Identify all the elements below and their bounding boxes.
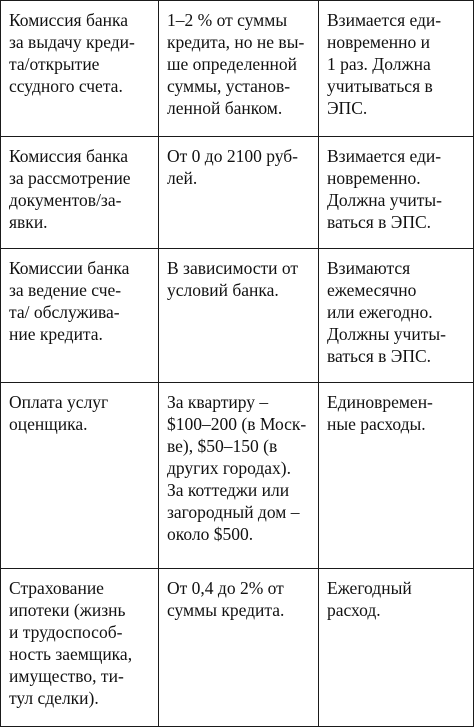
expense-amount-cell: [159, 383, 319, 569]
expense-item-text: Комиссия банка за выдачу креди- та/открытие ссудного счета.: [9, 10, 135, 96]
expense-amount-cell: [159, 1, 319, 137]
expense-amount-text: От 0 до 2100 руб- лей.: [167, 146, 298, 188]
expense-item-cell: [1, 137, 159, 249]
expense-amount-cell: [159, 137, 319, 249]
expense-note-cell: [319, 1, 474, 137]
table-row: [1, 249, 474, 383]
table-row: [1, 1, 474, 137]
expense-amount-text: За квартиру – $100–200 (в Моск- ве), $50–150 (в других городах). За коттеджи или загородный дом – около $500.: [167, 392, 307, 544]
expense-amount-text: От 0,4 до 2% от суммы кредита.: [167, 578, 285, 620]
expense-item-text: Комиссия банка за рассмотрение документов/за- явки.: [9, 146, 131, 232]
expense-note-cell: [319, 137, 474, 249]
expense-note-cell: [319, 569, 474, 727]
expense-amount-cell: [159, 569, 319, 727]
expense-item-cell: [1, 569, 159, 727]
expense-note-cell: [319, 249, 474, 383]
expense-amount-text: В зависимости от условий банка.: [167, 258, 299, 300]
expense-note-text: Ежегодный расход.: [327, 578, 412, 620]
table-row: [1, 137, 474, 249]
table-row: [1, 569, 474, 727]
expense-note-text: Взимается еди- новременно и 1 раз. Должна учитываться в ЭПС.: [327, 10, 442, 118]
expense-item-text: Страхование ипотеки (жизнь и трудоспособ- ность заемщика, имущество, ти- тул сделки).: [9, 578, 133, 708]
expense-note-text: Единовремен- ные расходы.: [327, 392, 433, 434]
expense-item-cell: [1, 1, 159, 137]
expense-amount-cell: [159, 249, 319, 383]
expense-item-text: Оплата услуг оценщика.: [9, 392, 109, 434]
expense-item-text: Комиссии банка за ведение сче- та/ обслужива- ние кредита.: [9, 258, 130, 344]
table-row: [1, 383, 474, 569]
expense-note-cell: [319, 383, 474, 569]
expense-amount-text: 1–2 % от суммы кредита, но не вы- ше определенной суммы, установ- ленной банком.: [167, 10, 305, 118]
expense-item-cell: [1, 249, 159, 383]
expense-note-text: Взимается еди- новременно. Должна учиты- ваться в ЭПС.: [327, 146, 442, 232]
expense-note-text: Взимаются ежемесячно или ежегодно. Должны учиты- ваться в ЭПС.: [327, 258, 446, 366]
expense-item-cell: [1, 383, 159, 569]
